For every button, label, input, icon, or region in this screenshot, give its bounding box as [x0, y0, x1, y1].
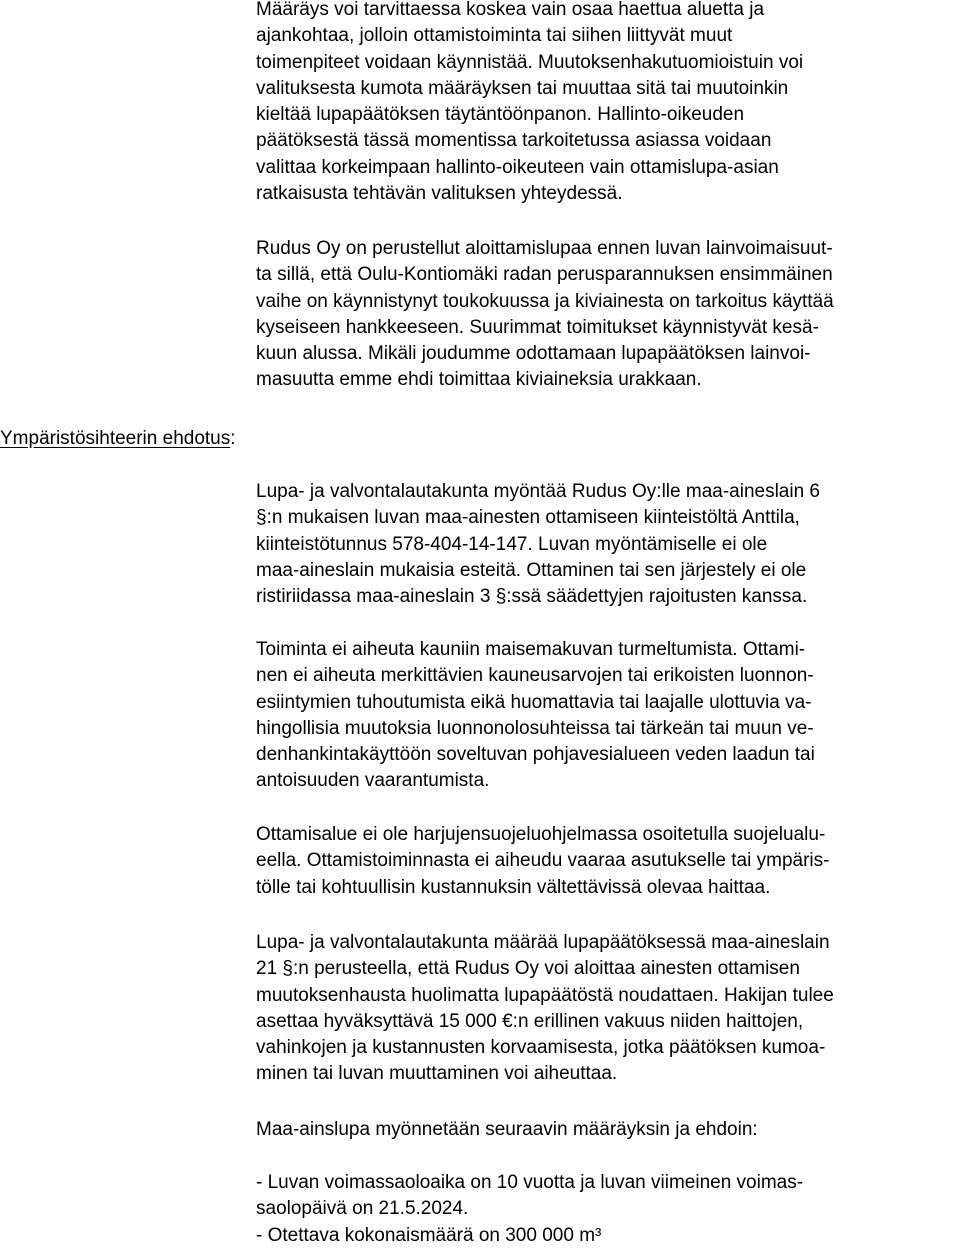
- text-line: Ottamisalue ei ole harjujensuojeluohjelmassa osoitetulla suojelualu-: [256, 824, 826, 845]
- paragraph-conditions-intro: [256, 1117, 960, 1143]
- text-line: Toiminta ei aiheuta kauniin maisemakuvan turmeltumista. Ottami-: [256, 639, 806, 660]
- text-line: hingollisia muutoksia luonnonolosuhteissa tai tärkeän tai muun ve-: [256, 717, 814, 739]
- text-line: päätöksestä tässä momentissa tarkoitetussa asiassa voidaan: [256, 130, 772, 152]
- text-line: valituksesta kumota määräyksen tai muuttaa sitä tai muutoinkin: [256, 77, 789, 99]
- text-line: ta sillä, että Oulu-Kontiomäki radan perusparannuksen ensimmäinen: [256, 264, 833, 286]
- text-line: kyseiseen hankkeeseen. Suurimmat toimitukset käynnistyvät kesä-: [256, 316, 819, 338]
- text-line: Lupa- ja valvontalautakunta myöntää Rudus Oy:lle maa-aineslain 6: [256, 481, 820, 502]
- text-line: valittaa korkeimpaan hallinto-oikeuteen vain ottamislupa-asian: [256, 156, 779, 178]
- text-line: minen tai luvan muuttaminen voi aiheuttaa.: [256, 1063, 618, 1085]
- text-line: kieltää lupapäätöksen täytäntöönpanon. Hallinto-oikeuden: [256, 104, 745, 126]
- paragraph-protection-area: [256, 822, 960, 901]
- text-line: Määräys voi tarvittaessa koskea vain osaa haettua aluetta ja: [256, 0, 765, 20]
- text-line: kiinteistötunnus 578-404-14-147. Luvan myöntämiselle ei ole: [256, 533, 768, 555]
- text-line: asettaa hyväksyttävä 15 000 €:n erillinen vakuus niiden haittojen,: [256, 1010, 804, 1032]
- text-line: antoisuuden vaarantumista.: [256, 770, 490, 792]
- text-line: Lupa- ja valvontalautakunta määrää lupapäätöksessä maa-aineslain: [256, 932, 830, 953]
- paragraph-start-permission: [256, 930, 960, 1088]
- section-heading-label: Ympäristösihteerin ehdotus: [0, 428, 231, 449]
- text-line: muutoksenhausta huolimatta lupapäätöstä noudattaen. Hakijan tulee: [256, 984, 834, 1006]
- text-line: kuun alussa. Mikäli joudumme odottamaan lupapäätöksen lainvoi-: [256, 343, 811, 365]
- text-line: §:n mukaisen luvan maa-ainesten ottamiseen kiinteistöltä Anttila,: [256, 507, 800, 529]
- text-line: masuutta emme ehdi toimittaa kiviaineksia urakkaan.: [256, 369, 702, 391]
- text-line: denhankintakäyttöön soveltuvan pohjavesialueen veden laadun tai: [256, 744, 815, 766]
- paragraph-landscape-impact: [256, 637, 960, 795]
- text-line: vahinkojen ja kustannusten korvaamisesta, jotka päätöksen kumoa-: [256, 1037, 826, 1059]
- text-line: toimenpiteet voidaan käynnistää. Muutoksenhakutuomioistuin voi: [256, 51, 804, 73]
- text-line: 21 §:n perusteella, että Rudus Oy voi aloittaa ainesten ottamisen: [256, 958, 800, 980]
- text-line: Rudus Oy on perustellut aloittamislupaa ennen luvan lainvoimaisuut-: [256, 238, 833, 259]
- paragraph-applicant-justification: [256, 236, 960, 394]
- text-line: eella. Ottamistoiminnasta ei aiheudu vaaraa asutukselle tai ympäris-: [256, 850, 830, 872]
- text-line: vaihe on käynnistynyt toukokuussa ja kiviainesta on tarkoitus käyttää: [256, 290, 834, 312]
- text-line: esiintymien tuhoutumista eikä huomattavia tai laajalle ulottuvia va-: [256, 691, 812, 713]
- text-line: maa-aineslain mukaisia esteitä. Ottaminen tai sen järjestely ei ole: [256, 559, 807, 581]
- text-line: ratkaisusta tehtävän valituksen yhteydessä.: [256, 183, 623, 205]
- text-line: Maa-ainslupa myönnetään seuraavin määräyksin ja ehdoin:: [256, 1119, 758, 1140]
- text-line: tölle tai kohtuullisin kustannuksin vältettävissä olevaa haittaa.: [256, 876, 771, 898]
- text-line: ajankohtaa, jolloin ottamistoiminta tai siihen liittyvät muut: [256, 25, 733, 47]
- text-line: ristiriidassa maa-aineslain 3 §:ssä säädettyjen rajoitusten kanssa.: [256, 586, 808, 608]
- paragraph-permit-grant: [256, 479, 960, 610]
- list-item: saolopäivä on 21.5.2024.: [256, 1198, 469, 1220]
- paragraph-appeal-order: [256, 0, 960, 207]
- text-line: nen ei aiheuta merkittävien kauneusarvojen tai erikoisten luonnon-: [256, 665, 814, 687]
- list-item: - Otettava kokonaismäärä on 300 000 m³: [256, 1224, 602, 1246]
- section-heading-suffix: :: [230, 428, 236, 449]
- section-heading: [0, 426, 236, 452]
- list-conditions: [256, 1170, 960, 1249]
- list-item: - Luvan voimassaoloaika on 10 vuotta ja luvan viimeinen voimas-: [256, 1172, 804, 1193]
